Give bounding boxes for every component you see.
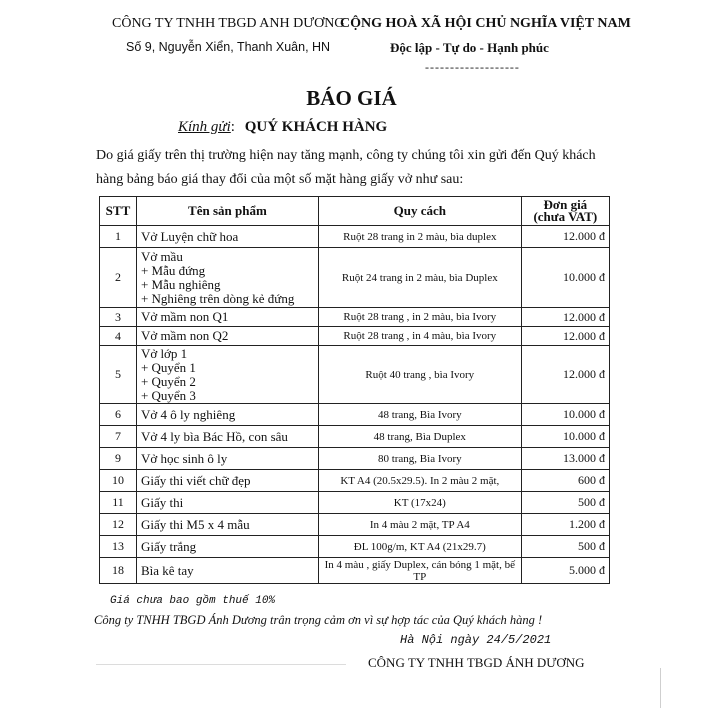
recipient-line — [178, 119, 387, 136]
cell-product-name — [136, 514, 318, 536]
national-title: CỘNG HOÀ XÃ HỘI CHỦ NGHĨA VIỆT NAM — [340, 16, 631, 31]
company-address: Số 9, Nguyễn Xiển, Thanh Xuân, HN — [126, 40, 331, 54]
page-edge-line — [660, 668, 661, 708]
cell-product-name — [136, 226, 318, 248]
cell-product-name — [136, 558, 318, 584]
header-price-line1: Đơn giá — [543, 197, 588, 212]
cell-product-name — [136, 470, 318, 492]
product-name-line: + Mẫu nghiêng — [140, 276, 221, 292]
recipient-label: Kính gửi — [178, 119, 231, 135]
thanks-note: Công ty TNHH TBGD Ánh Dương trân trọng cảm ơn vì sự hợp tác của Quý khách hàng ! — [94, 613, 543, 627]
product-name-line: Vở lớp 1 — [140, 345, 188, 361]
cell-price: 5.000 đ — [521, 558, 609, 584]
product-name-line: + Mẫu đứng — [140, 262, 206, 278]
table-row — [100, 248, 610, 308]
product-name-line: Giấy thi M5 x 4 mẫu — [140, 516, 250, 532]
cell-spec: Ruột 28 trang , in 2 màu, bìa Ivory — [318, 308, 521, 327]
table-row — [100, 404, 610, 426]
cell-spec: 80 trang, Bìa Ivory — [318, 448, 521, 470]
motto-underline: ------------------- — [425, 60, 520, 74]
cell-spec: Ruột 28 trang in 2 màu, bìa duplex — [318, 226, 521, 248]
cell-spec: Ruột 28 trang , in 4 màu, bìa Ivory — [318, 327, 521, 346]
cell-spec: 48 trang, Bìa Ivory — [318, 404, 521, 426]
cell-price: 12.000 đ — [521, 327, 609, 346]
product-name-line: Vở 4 ô ly nghiêng — [140, 406, 236, 422]
product-name-line: Giấy thi — [140, 494, 184, 510]
cell-price: 13.000 đ — [521, 448, 609, 470]
product-name-line: Vở học sinh ô ly — [140, 450, 228, 466]
product-name-line: + Nghiêng trên dòng kẻ đứng — [140, 290, 295, 306]
cell-stt: 3 — [100, 308, 137, 327]
recipient-colon: : — [230, 119, 235, 135]
signature-company: CÔNG TY TNHH TBGD ÁNH DƯƠNG — [368, 655, 585, 670]
product-name-line: Vở Luyện chữ hoa — [140, 228, 239, 244]
table-row — [100, 346, 610, 404]
product-name-line: Vở mầm non Q2 — [140, 328, 229, 343]
cell-stt: 5 — [100, 346, 137, 404]
header-price — [521, 197, 609, 226]
cell-product-name — [136, 492, 318, 514]
cell-spec: In 4 màu , giấy Duplex, cán bóng 1 mặt, bế TP — [318, 558, 521, 584]
cell-price: 1.200 đ — [521, 514, 609, 536]
cell-price: 12.000 đ — [521, 226, 609, 248]
vat-note: Giá chưa bao gồm thuế 10% — [110, 595, 276, 607]
document-title: BÁO GIÁ — [306, 86, 397, 110]
cell-product-name — [136, 448, 318, 470]
cell-product-name — [136, 426, 318, 448]
cell-stt: 12 — [100, 514, 137, 536]
cell-price: 10.000 đ — [521, 426, 609, 448]
cell-stt: 11 — [100, 492, 137, 514]
company-name: CÔNG TY TNHH TBGD ANH DƯƠNG — [112, 16, 345, 31]
cell-stt: 4 — [100, 327, 137, 346]
cell-spec: In 4 màu 2 mặt, TP A4 — [318, 514, 521, 536]
table-row — [100, 470, 610, 492]
table-row — [100, 308, 610, 327]
product-name-line: Giấy trắng — [140, 538, 197, 554]
product-name-line: Vở mầm non Q1 — [140, 309, 229, 324]
table-row — [100, 226, 610, 248]
product-name-line: + Quyển 1 — [140, 359, 196, 375]
cell-spec: KT (17x24) — [318, 492, 521, 514]
table-row — [100, 514, 610, 536]
cell-stt: 13 — [100, 536, 137, 558]
document-date: Hà Nội ngày 24/5/2021 — [400, 633, 552, 647]
product-name-line: Vở 4 ly bìa Bác Hồ, con sâu — [140, 428, 288, 444]
cell-stt: 6 — [100, 404, 137, 426]
table-row — [100, 558, 610, 584]
table-header-row — [100, 197, 610, 226]
table-row — [100, 536, 610, 558]
cell-product-name — [136, 404, 318, 426]
cell-price: 500 đ — [521, 536, 609, 558]
cell-product-name — [136, 346, 318, 404]
table-row — [100, 492, 610, 514]
header-name: Tên sản phẩm — [136, 197, 318, 226]
table-row — [100, 327, 610, 346]
national-motto: Độc lập - Tự do - Hạnh phúc — [390, 40, 549, 55]
cell-price: 12.000 đ — [521, 308, 609, 327]
cell-price: 600 đ — [521, 470, 609, 492]
product-name-line: Giấy thi viết chữ đẹp — [140, 472, 251, 488]
cell-spec: 48 trang, Bìa Duplex — [318, 426, 521, 448]
cell-product-name — [136, 536, 318, 558]
cell-product-name — [136, 327, 318, 346]
recipient-name: QUÝ KHÁCH HÀNG — [244, 119, 388, 135]
scan-line — [96, 664, 346, 665]
cell-price: 10.000 đ — [521, 248, 609, 308]
cell-stt: 9 — [100, 448, 137, 470]
cell-stt: 18 — [100, 558, 137, 584]
cell-price: 12.000 đ — [521, 346, 609, 404]
header-spec: Quy cách — [318, 197, 521, 226]
cell-stt: 1 — [100, 226, 137, 248]
cell-spec: Ruột 24 trang in 2 màu, bìa Duplex — [318, 248, 521, 308]
cell-stt: 7 — [100, 426, 137, 448]
product-name-line: Bìa kê tay — [140, 562, 194, 578]
cell-product-name — [136, 248, 318, 308]
cell-spec: KT A4 (20.5x29.5). In 2 màu 2 mặt, — [318, 470, 521, 492]
price-table — [99, 196, 610, 584]
intro-paragraph: Do giá giấy trên thị trường hiện nay tăng mạnh, công ty chúng tôi xin gửi đến Quý khách hàng bảng báo giá thay đổi của một số mặt hàng giấy vở như sau: — [96, 148, 596, 187]
header-stt: STT — [100, 197, 137, 226]
cell-stt: 2 — [100, 248, 137, 308]
cell-stt: 10 — [100, 470, 137, 492]
table-row — [100, 448, 610, 470]
product-name-line: + Quyển 2 — [140, 373, 196, 389]
cell-spec: Ruột 40 trang , bìa Ivory — [318, 346, 521, 404]
header-price-line2: (chưa VAT) — [533, 209, 598, 224]
product-name-line: + Quyển 3 — [140, 387, 196, 403]
cell-spec: ĐL 100g/m, KT A4 (21x29.7) — [318, 536, 521, 558]
cell-price: 10.000 đ — [521, 404, 609, 426]
table-row — [100, 426, 610, 448]
product-name-line: Vở mầu — [140, 248, 183, 264]
cell-product-name — [136, 308, 318, 327]
cell-price: 500 đ — [521, 492, 609, 514]
